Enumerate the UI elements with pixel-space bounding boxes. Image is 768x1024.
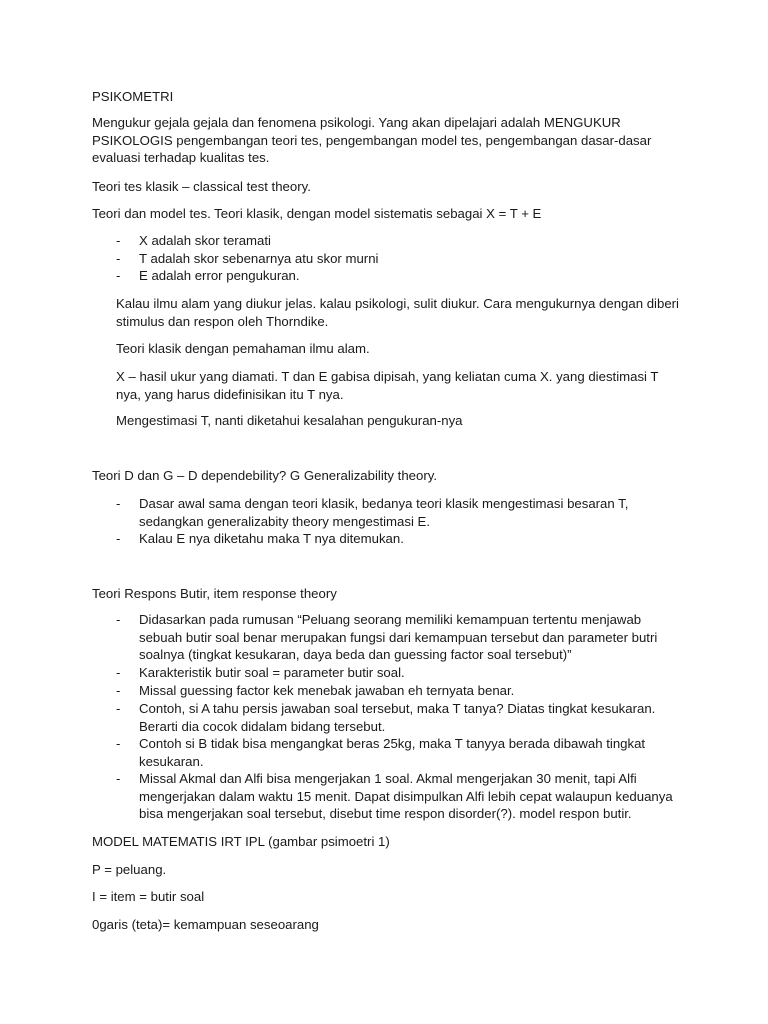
bullet-dash: - xyxy=(116,612,121,627)
bullet-text: Contoh, si A tahu persis jawaban soal tersebut, maka T tanya? Diatas tingkat kesukaran. Berarti dia cocok didalam bidang tersebut. xyxy=(139,701,656,734)
bullet-text: Karakteristik butir soal = parameter butir soal. xyxy=(139,665,405,680)
classical-paragraph: Teori klasik dengan pemahaman ilmu alam. xyxy=(116,341,370,356)
dg-heading: Teori D dan G – D dependebility? G Generalizability theory. xyxy=(92,468,438,483)
bullet-text: Contoh si B tidak bisa mengangkat beras 25kg, maka T tanyya berada dibawah tingkat kesukaran. xyxy=(139,736,646,769)
classical-paragraph: Mengestimasi T, nanti diketahui kesalahan pengukuran-nya xyxy=(116,413,463,428)
model-irt-line: P = peluang. xyxy=(92,862,167,877)
bullet-dash: - xyxy=(116,736,121,751)
bullet-dash: - xyxy=(116,233,121,248)
bullet-dash: - xyxy=(116,251,121,266)
bullet-text: Dasar awal sama dengan teori klasik, bedanya teori klasik mengestimasi besaran T, sedangkan generalizabity theory mengestimasi E. xyxy=(139,496,629,529)
classical-paragraph: Kalau ilmu alam yang diukur jelas. kalau psikologi, sulit diukur. Cara mengukurnya dengan diberi stimulus dan respon oleh Thorndike. xyxy=(116,296,679,329)
bullet-text: E adalah error pengukuran. xyxy=(139,268,300,283)
bullet-text: T adalah skor sebenarnya atu skor murni xyxy=(139,251,379,266)
document-title: PSIKOMETRI xyxy=(92,89,174,104)
bullet-text: X adalah skor teramati xyxy=(139,233,271,248)
bullet-text: Missal Akmal dan Alfi bisa mengerjakan 1 soal. Akmal mengerjakan 30 menit, tapi Alfi mengerjakan dalam waktu 15 menit. Dapat disimpulkan Alfi lebih cepat walaupun keduanya bisa mengerjakan soal tersebut, disebut time respon disorder(?). model respon butir. xyxy=(139,771,673,821)
list-item xyxy=(116,530,682,548)
classical-paragraph: X – hasil ukur yang diamati. T dan E gabisa dipisah, yang keliatan cuma X. yang diestimasi T nya, yang harus didefinisikan itu T nya. xyxy=(116,369,659,402)
list-item xyxy=(116,735,682,770)
bullet-text: Missal guessing factor kek menebak jawaban eh ternyata benar. xyxy=(139,683,515,698)
list-item xyxy=(116,267,682,285)
model-irt-line: 0garis (teta)= kemampuan seseoarang xyxy=(92,917,319,932)
bullet-dash: - xyxy=(116,771,121,786)
bullet-text: Kalau E nya diketahu maka T nya ditemukan. xyxy=(139,531,404,546)
model-irt-line: I = item = butir soal xyxy=(92,889,205,904)
list-item xyxy=(116,232,682,250)
list-item xyxy=(116,250,682,268)
bullet-dash: - xyxy=(116,268,121,283)
bullet-dash: - xyxy=(116,665,121,680)
list-item xyxy=(116,495,682,530)
list-item xyxy=(116,770,682,823)
list-item xyxy=(116,682,682,700)
bullet-dash: - xyxy=(116,531,121,546)
list-item xyxy=(116,664,682,682)
intro-paragraph: Mengukur gejala gejala dan fenomena psikologi. Yang akan dipelajari adalah MENGUKUR PSIKOLOGIS pengembangan teori tes, pengembangan model tes, pengembangan dasar-dasar evaluasi terhadap kualitas tes. xyxy=(92,115,652,165)
list-item xyxy=(116,700,682,735)
classical-model-line: Teori dan model tes. Teori klasik, dengan model sistematis sebagai X = T + E xyxy=(92,206,542,221)
list-item xyxy=(116,611,682,664)
bullet-dash: - xyxy=(116,701,121,716)
bullet-text: Didasarkan pada rumusan “Peluang seorang memiliki kemampuan tertentu menjawab sebuah butir soal benar merupakan fungsi dari kemampuan tersebut dan parameter butri soalnya (tingkat kesukaran, daya beda dan guessing factor soal tersebut)” xyxy=(139,612,658,662)
model-irt-heading: MODEL MATEMATIS IRT IPL (gambar psimoetri 1) xyxy=(92,834,390,849)
irt-heading: Teori Respons Butir, item response theory xyxy=(92,586,337,601)
bullet-dash: - xyxy=(116,683,121,698)
bullet-dash: - xyxy=(116,496,121,511)
classical-heading: Teori tes klasik – classical test theory. xyxy=(92,179,311,194)
